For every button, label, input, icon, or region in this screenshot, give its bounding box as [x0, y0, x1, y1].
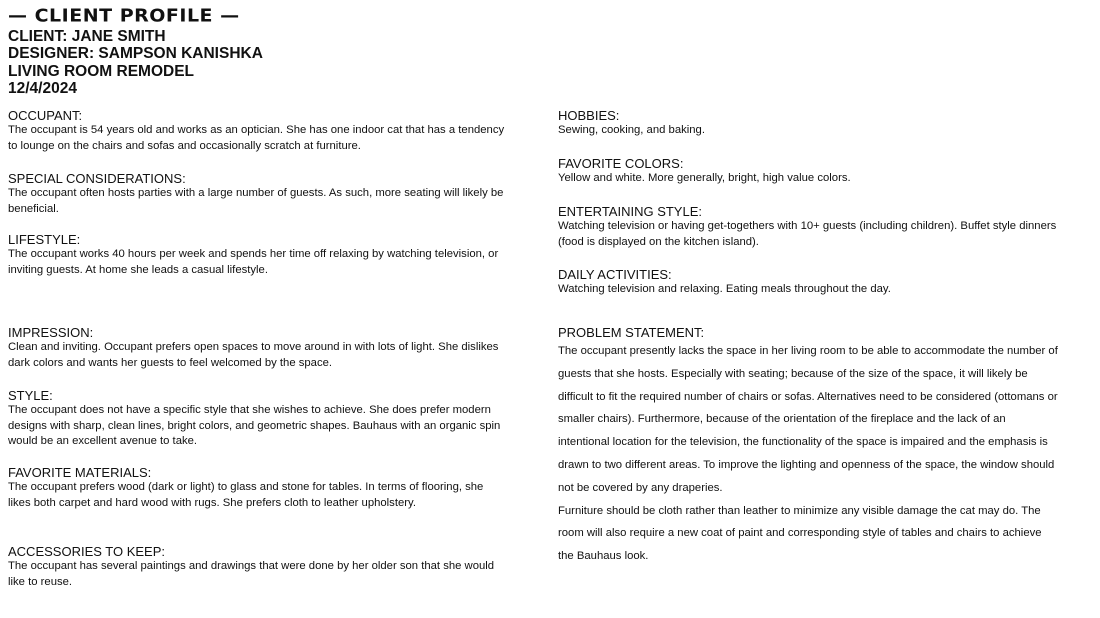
section-heading: ACCESSORIES TO KEEP:: [8, 544, 166, 559]
designer-name: DESIGNER: SAMPSON KANISHKA: [8, 45, 263, 63]
section-body: Watching television and relaxing. Eating meals throughout the day.: [558, 283, 891, 295]
problem-paragraph: Furniture should be cloth rather than leather to minimize any visible damage the cat may do. The room will also require a new coat of paint and corresponding style of tables and chairs to achieve the Bauhaus look.: [558, 504, 1042, 563]
section-hobbies: [558, 108, 1058, 139]
section-heading: STYLE:: [8, 388, 53, 403]
section-heading: HOBBIES:: [558, 108, 620, 123]
section-lifestyle: [8, 232, 508, 278]
project-meta: [8, 28, 263, 97]
section-body: [558, 340, 1058, 568]
section-body: The occupant prefers wood (dark or light) to glass and stone for tables. In terms of flooring, she likes both carpet and hard wood with rugs. She prefers cloth to leather upholstery.: [8, 481, 484, 509]
section-heading: OCCUPANT:: [8, 108, 83, 123]
section-body: The occupant works 40 hours per week and spends her time off relaxing by watching television, or inviting guests. At home she leads a casual lifestyle.: [8, 248, 499, 276]
section-accessories-to-keep: [8, 544, 508, 590]
section-occupant: [8, 108, 508, 154]
section-favorite-colors: [558, 156, 1058, 187]
section-body: Clean and inviting. Occupant prefers open spaces to move around in with lots of light. She dislikes dark colors and wants her guests to feel welcomed by the space.: [8, 341, 499, 369]
project-date: 12/4/2024: [8, 79, 77, 97]
problem-paragraph: The occupant presently lacks the space in her living room to be able to accommodate the number of guests that she hosts. Especially with seating; because of the size of the space, it will likely be difficult to fit the required number of chairs or sofas. Alternatives need to be considered (ottomans or smaller chairs). Furthermore, because of the orientation of the fireplace and the lack of an intentional location for the television, the functionality of the space is impaired and the emphasis is drawn to two different areas. To improve the lighting and openness of the space, the window should not be covered by any draperies.: [558, 345, 1058, 494]
section-body: Watching television or having get-togethers with 10+ guests (including children). Buffet style dinners (food is displayed on the kitchen island).: [558, 220, 1057, 248]
section-special-considerations: [8, 171, 508, 217]
section-body: Yellow and white. More generally, bright, high value colors.: [558, 172, 851, 184]
section-heading: PROBLEM STATEMENT:: [558, 325, 705, 340]
section-heading: SPECIAL CONSIDERATIONS:: [8, 171, 186, 186]
section-heading: FAVORITE COLORS:: [558, 156, 684, 171]
section-entertaining-style: [558, 204, 1058, 250]
section-heading: DAILY ACTIVITIES:: [558, 267, 672, 282]
section-heading: LIFESTYLE:: [8, 232, 81, 247]
section-body: The occupant often hosts parties with a large number of guests. As such, more seating will likely be beneficial.: [8, 187, 504, 215]
section-style: [8, 388, 508, 450]
section-problem-statement: [558, 325, 1058, 568]
section-daily-activities: [558, 267, 1058, 298]
section-body: The occupant does not have a specific style that she wishes to achieve. She does prefer modern designs with sharp, clean lines, bright colors, and geometric shapes. Bauhaus with an organic spin would be an excellent avenue to take.: [8, 404, 501, 447]
section-body: The occupant has several paintings and drawings that were done by her older son that she would like to reuse.: [8, 560, 495, 588]
client-name: CLIENT: JANE SMITH: [8, 28, 166, 45]
section-heading: ENTERTAINING STYLE:: [558, 204, 702, 219]
section-impression: [8, 325, 508, 371]
section-body: The occupant is 54 years old and works as an optician. She has one indoor cat that has a tendency to lounge on the chairs and sofas and occasionally scratch at furniture.: [8, 124, 505, 152]
page-title: — CLIENT PROFILE —: [8, 6, 240, 27]
project-name: LIVING ROOM REMODEL: [8, 62, 194, 80]
section-heading: IMPRESSION:: [8, 325, 94, 340]
section-body: Sewing, cooking, and baking.: [558, 124, 705, 136]
section-favorite-materials: [8, 465, 508, 511]
section-heading: FAVORITE MATERIALS:: [8, 465, 152, 480]
